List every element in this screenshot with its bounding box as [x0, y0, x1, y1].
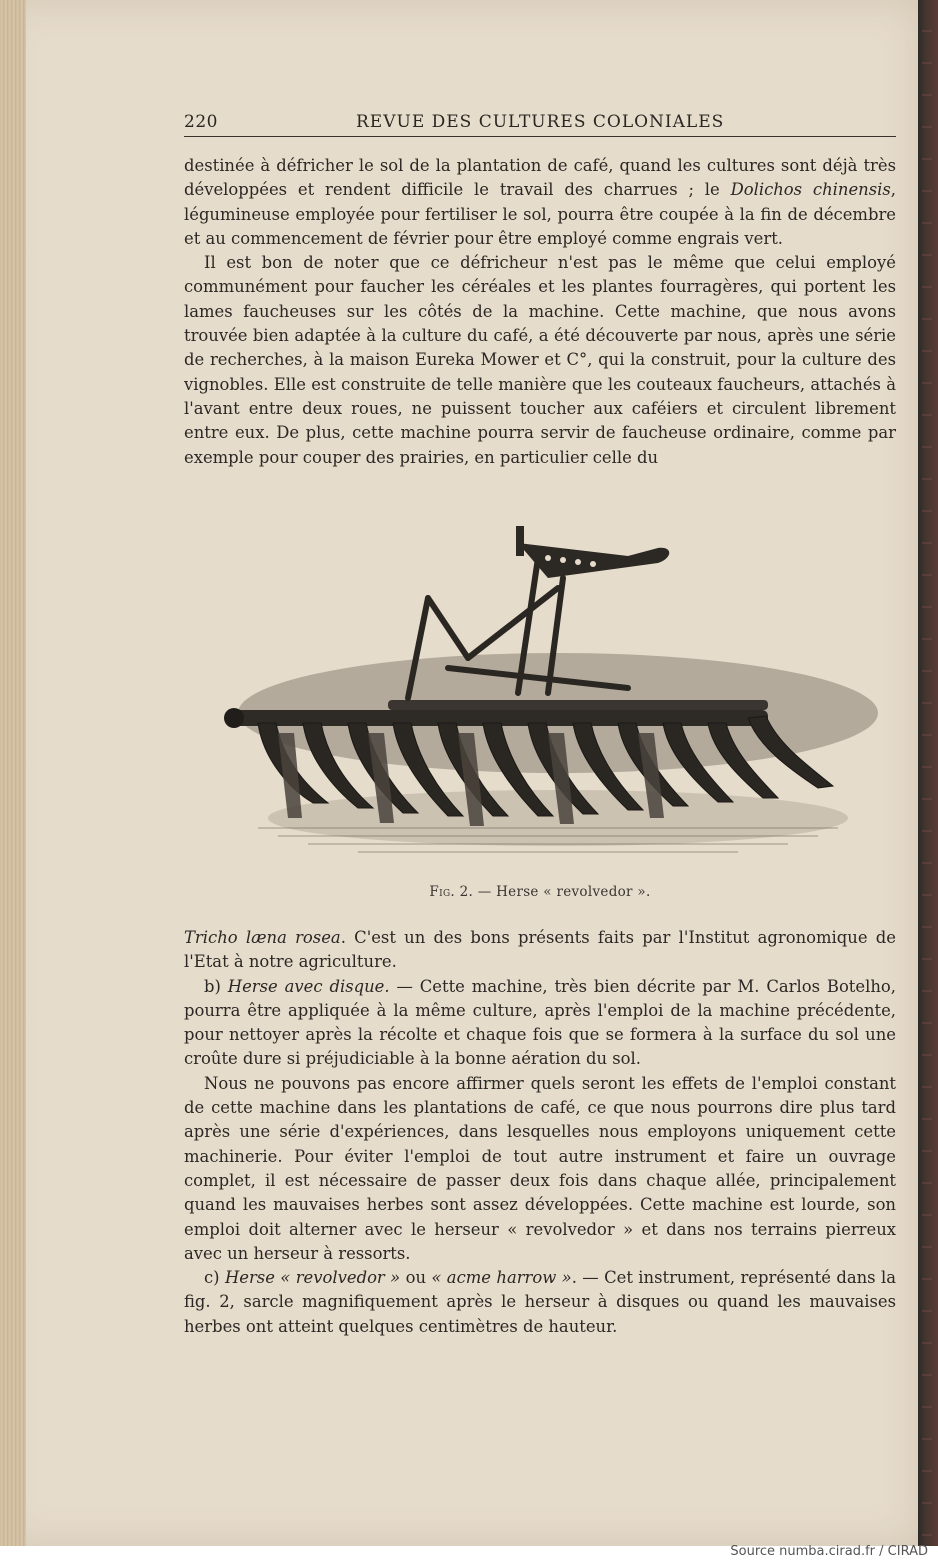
- text-run: — Cette machine, très bien décrite par M. Carlos Botelho, pourra être appliquée à la même culture, après l'emploi de la machine précédente, pour nettoyer après la récolte et chaque fois que se formera à la surface du sol une croûte dure si préjudiciable à la bonne aération du sol.: [184, 976, 896, 1069]
- harrow-illustration: [218, 518, 878, 868]
- rear-beam: [388, 700, 768, 710]
- body-text-top: [184, 154, 896, 470]
- paragraph: [184, 1072, 896, 1266]
- seat-post: [516, 526, 524, 556]
- italic-text-run: Dolichos chinensis: [730, 180, 891, 200]
- text-run: , légumineuse employée pour fertiliser le sol, pourra être coupée à la fin de décembre et au commencement de février pour être employé comme engrais vert.: [184, 180, 896, 248]
- running-header: [184, 110, 896, 136]
- text-run: Nous ne pouvons pas encore affirmer quels seront les effets de l'emploi constant de cette machine dans les plantations de café, ce que nous pourrons dire plus tard après une série d'expériences, dans lesquelles nous employons uniquement cette machinerie. Pour éviter l'emploi de tout autre instrument et faire un ouvrage complet, il est nécessaire de passer deux fois dans chaque allée, principalement quand les mauvaises herbes sont assez développées. Cette machine est lourde, son emploi doit alterner avec le herseur « revolvedor » et dans nos terrains pierreux avec un herseur à ressorts.: [184, 1073, 896, 1263]
- caption-prefix: Fig.: [429, 884, 456, 900]
- source-credit: Source numba.cirad.fr / CIRAD: [730, 1544, 928, 1559]
- caption-text: 2. — Herse « revolvedor ».: [455, 884, 651, 900]
- figure-caption: [184, 884, 896, 900]
- paragraph: [184, 975, 896, 1072]
- running-title: REVUE DES CULTURES COLONIALES: [356, 112, 725, 132]
- seat: [518, 543, 669, 578]
- italic-text-run: « acme harrow »: [431, 1268, 572, 1288]
- header-rule: [184, 136, 896, 137]
- text-run: c): [204, 1268, 225, 1288]
- paragraph: [184, 154, 896, 251]
- beam-end: [224, 708, 244, 728]
- paragraph: [184, 251, 896, 470]
- italic-text-run: Tricho læna rosea: [184, 928, 341, 947]
- binding-texture: [922, 0, 932, 1546]
- paragraph: [184, 1266, 896, 1339]
- page-stack-edge: [0, 0, 26, 1546]
- body-text-bottom: [184, 926, 896, 1339]
- text-run: b): [204, 976, 228, 996]
- italic-text-run: Herse « revolvedor »: [224, 1268, 406, 1288]
- page-number: 220: [184, 112, 218, 132]
- paragraph: [184, 926, 896, 975]
- text-run: ou: [405, 1268, 432, 1288]
- text-run: Il est bon de noter que ce défricheur n'est pas le même que celui employé communément pour faucher les céréales et les plantes fourragères, qui portent les lames faucheuses sur les côtés de la machine. Cette machine, que nous avons trouvée bien adaptée à la culture du café, a été découverte par nous, après une série de recherches, à la maison Eureka Mower et C°, qui la construit, pour la culture des vignobles. Elle est construite de telle manière que les couteaux faucheurs, attachés à l'avant entre deux roues, ne puissent toucher aux caféiers et circulent librement entre eux. De plus, cette machine pourra servir de faucheuse ordinaire, comme par exemple pour couper des prairies, en particulier celle du: [184, 253, 896, 467]
- text-run: destinée à défricher le sol de la plantation de café, quand les cultures sont déjà très développées et rendent difficile le travail des charrues ; le: [184, 156, 896, 200]
- text-run: . — Cet instrument, représenté dans la fig. 2, sarcle magnifiquement après le herseur à disques ou quand les mauvaises herbes ont atteint quelques centimètres de hauteur.: [184, 1268, 896, 1336]
- italic-text-run: Herse avec disque.: [227, 976, 390, 996]
- text-run: . C'est un des bons présents faits par l'Institut agronomique de l'Etat à notre agriculture.: [184, 928, 896, 972]
